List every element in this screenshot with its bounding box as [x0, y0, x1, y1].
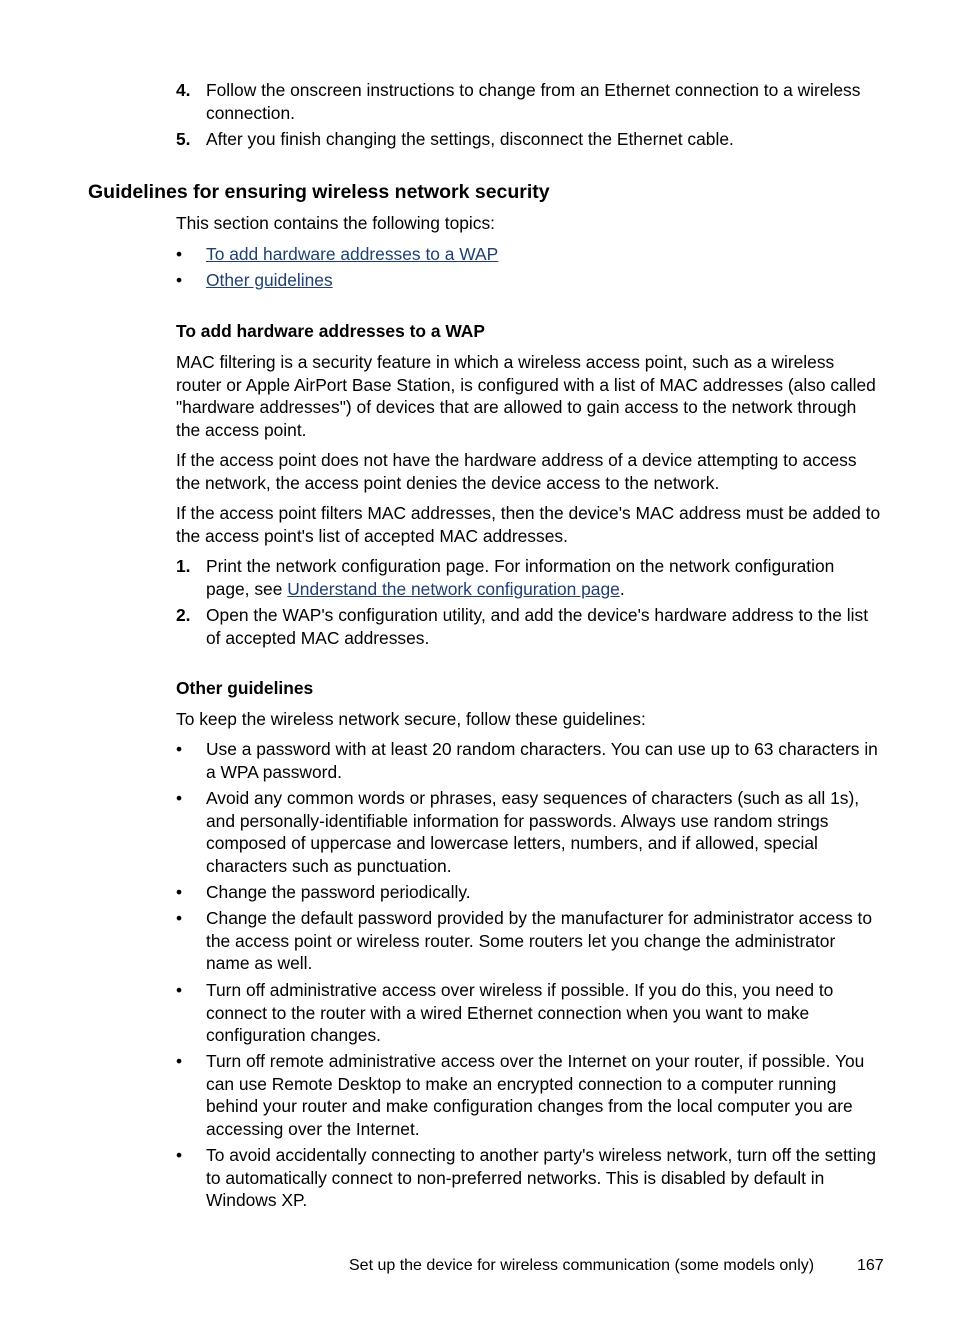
footer-chapter-title: Set up the device for wireless communication (some models only)	[349, 1257, 815, 1274]
wap-step-2	[176, 604, 882, 649]
bullet: •	[176, 908, 183, 928]
other-title: Other guidelines	[176, 678, 314, 698]
bullet: •	[176, 1051, 183, 1071]
guideline-item	[176, 979, 882, 1047]
step-text: Open the WAP's configuration utility, and add the device's hardware address to the list of accepted MAC addresses.	[206, 605, 869, 648]
guideline-item	[176, 738, 882, 783]
guideline-text: Turn off remote administrative access over the Internet on your router, if possible. You can use Remote Desktop to make an encrypted connection to a computer running behind your router and make configuration changes from the local computer you are accessing over the Internet.	[206, 1051, 865, 1139]
topic-link-other[interactable]: Other guidelines	[206, 270, 333, 290]
bullet: •	[176, 739, 183, 759]
step-number: 1.	[176, 556, 191, 576]
step-text: Print the network configuration page. For information on the network configuration page, see	[206, 556, 835, 599]
period: .	[619, 578, 625, 599]
page-number: 167	[857, 1257, 884, 1274]
step-number: 4.	[176, 80, 191, 100]
bullet: •	[176, 980, 183, 1000]
guideline-text: Turn off administrative access over wireless if possible. If you do this, you need to connect to the router with a wired Ethernet connection when you want to make configuration changes.	[206, 980, 834, 1045]
guideline-item	[176, 787, 882, 877]
guideline-text: Change the default password provided by the manufacturer for administrator access to the access point or wireless router. Some routers let you change the administrator name as well.	[206, 908, 873, 973]
section-title: Guidelines for ensuring wireless network security	[88, 181, 550, 203]
step-number: 2.	[176, 605, 191, 625]
step-5	[176, 128, 882, 151]
wap-title: To add hardware addresses to a WAP	[176, 321, 485, 341]
guideline-text: Avoid any common words or phrases, easy sequences of characters (such as all 1s), and personally-identifiable information for passwords. Always use random strings composed of uppercase and lowercase letters, numbers, and if allowed, special characters such as punctuation.	[206, 788, 860, 876]
wap-step-1	[176, 555, 882, 600]
step-number: 5.	[176, 129, 191, 149]
guideline-text: Use a password with at least 20 random characters. You can use up to 63 characters in a WPA password.	[206, 739, 878, 782]
guideline-item	[176, 1144, 882, 1212]
bullet: •	[176, 270, 183, 290]
topic-link-wap[interactable]: To add hardware addresses to a WAP	[206, 244, 499, 264]
wap-paragraph-3: If the access point filters MAC addresses, then the device's MAC address must be added to the access point's list of accepted MAC addresses.	[176, 503, 881, 546]
bullet: •	[176, 1145, 183, 1165]
section-intro: This section contains the following topics:	[176, 213, 495, 233]
guideline-item	[176, 907, 882, 975]
bullet: •	[176, 788, 183, 808]
step-text: Follow the onscreen instructions to change from an Ethernet connection to a wireless connection.	[206, 80, 861, 123]
bullet: •	[176, 882, 183, 902]
guideline-item	[176, 881, 882, 904]
topic-item	[176, 243, 882, 266]
bullet: •	[176, 244, 183, 264]
guideline-item	[176, 1050, 882, 1140]
step-text: After you finish changing the settings, disconnect the Ethernet cable.	[206, 129, 734, 149]
topic-item	[176, 269, 882, 292]
network-config-link[interactable]: Understand the network configuration page	[287, 578, 620, 599]
guideline-text: Change the password periodically.	[206, 882, 471, 902]
wap-paragraph-1: MAC filtering is a security feature in which a wireless access point, such as a wireless router or Apple AirPort Base Station, is configured with a list of MAC addresses (also called "hardware addresses") of devices that are allowed to gain access to the network through the access point.	[176, 352, 876, 440]
step-4	[176, 79, 882, 124]
wap-paragraph-2: If the access point does not have the hardware address of a device attempting to access the network, the access point denies the device access to the network.	[176, 450, 857, 493]
other-intro: To keep the wireless network secure, follow these guidelines:	[176, 709, 646, 729]
guideline-text: To avoid accidentally connecting to another party's wireless network, turn off the setting to automatically connect to non-preferred networks. This is disabled by default in Windows XP.	[206, 1145, 877, 1210]
